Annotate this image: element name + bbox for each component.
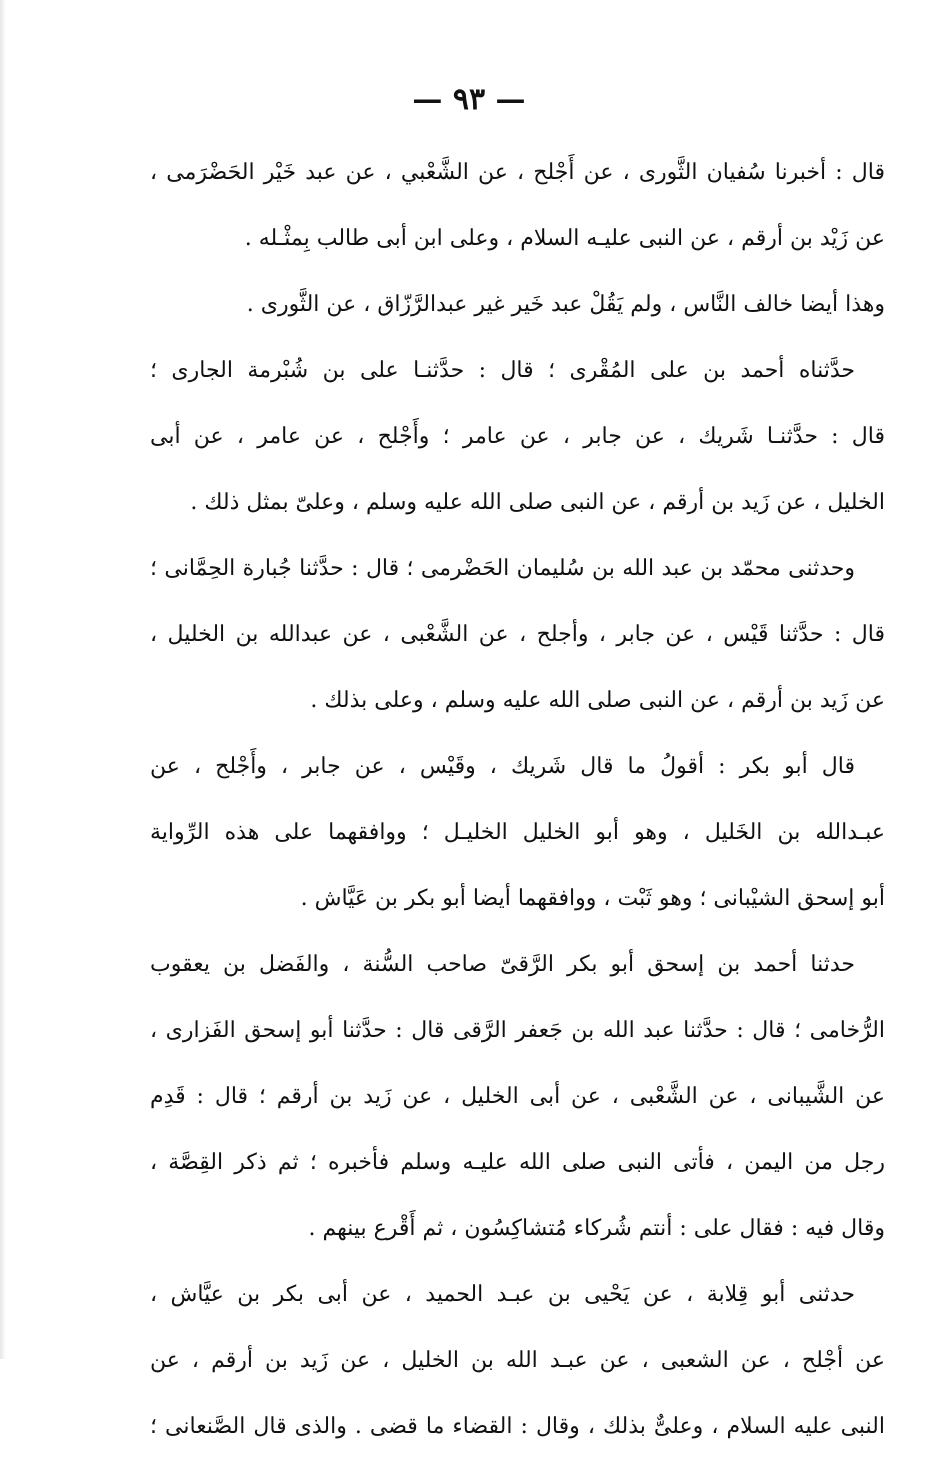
text-line: رجل من اليمن ، فأتى النبى صلى الله عليـه وسلم فأخبره ؛ ثم ذكر القِصَّة ،: [150, 1150, 885, 1175]
text-line: عن زَيْد بن أرقم ، عن النبى عليـه السلام ، وعلى ابن أبى طالب بِمثْـله .: [244, 226, 885, 251]
page-edge: [0, 0, 6, 1359]
text-line: عن زَيد بن أرقم ، عن النبى صلى الله عليه وسلم ، وعلى بذلك .: [310, 688, 885, 713]
text-line: حدثنا أحمد بن إسحق أبو بكر الرَّقىّ صاحب السُّنة ، والفَضل بن يعقوب: [150, 952, 855, 977]
text-line: الرُّخامى ؛ قال : حدَّثنا عبد الله بن جَعفر الرَّقى قال : حدَّثنا أبو إسحق الفَزارى ،: [150, 1018, 885, 1043]
text-line: قال : حدَّثنا قَيْس ، عن جابر ، وأجلح ، عن الشَّعْبى ، عن عبدالله بن الخليل ،: [150, 622, 885, 647]
body-text: [150, 140, 885, 1460]
text-line: عن أجْلح ، عن الشعبى ، عن عبـد الله بن الخليل ، عن زَيد بن أرقم ، عن: [150, 1348, 885, 1373]
text-line: قال أبو بكر : أقولُ ما قال شَريك ، وقَيْس ، عن جابر ، وأَجْلح ، عن: [150, 754, 855, 779]
page-number: — ٩٣ —: [412, 82, 526, 117]
text-line: عن الشَّيبانى ، عن الشَّعْبى ، عن أبى الخليل ، عن زَيد بن أرقم ؛ قال : قَدِم: [150, 1084, 885, 1109]
text-line: قال : أخبرنا سُفيان الثَّورى ، عن أَجْلح ، عن الشَّعْبي ، عن عبد خَيْر الحَضْرَمى ،: [150, 160, 885, 185]
text-line: وهذا أيضا خالف النَّاس ، ولم يَقُلْ عبد خَير غير عبدالرَّزّاق ، عن الثَّورى .: [246, 292, 885, 317]
text-line: الخليل ، عن زَيد بن أرقم ، عن النبى صلى الله عليه وسلم ، وعلىّ بمثل ذلك .: [190, 490, 885, 515]
text-line: وقال فيه : فقال على : أنتم شُركاء مُتشاكِسُون ، ثم أَقْرع بينهم .: [308, 1216, 885, 1241]
text-line: قال : حدَّثنـا شَريك ، عن جابر ، عن عامر ؛ وأَجْلح ، عن عامر ، عن أبى: [150, 424, 885, 449]
text-line: أبو إسحق الشيْبانى ؛ وهو ثَبْت ، ووافقهما أيضا أبو بكر بن عَيَّاش .: [300, 886, 885, 911]
text-line: وحدثنى محمّد بن عبد الله بن سُليمان الحَضْرمى ؛ قال : حدَّثنا جُبارة الحِمَّانى ؛: [150, 556, 855, 581]
text-line: عبـدالله بن الخَليل ، وهو أبو الخليل الخليـل ؛ ووافقهما على هذه الرِّواية: [150, 820, 885, 845]
text-line: حدثنى أبو قِلابة ، عن يَحْيى بن عبـد الحميد ، عن أبى بكر بن عيَّاش ،: [150, 1282, 855, 1307]
text-line: النبى عليه السلام ، وعلىٌّ بذلك ، وقال : القضاء ما قضى . والذى قال الصَّنعانى ؛: [150, 1414, 885, 1439]
text-line: حدَّثناه أحمد بن على المُقْرى ؛ قال : حدَّثنـا على بن شُبْرمة الجارى ؛: [150, 358, 855, 383]
